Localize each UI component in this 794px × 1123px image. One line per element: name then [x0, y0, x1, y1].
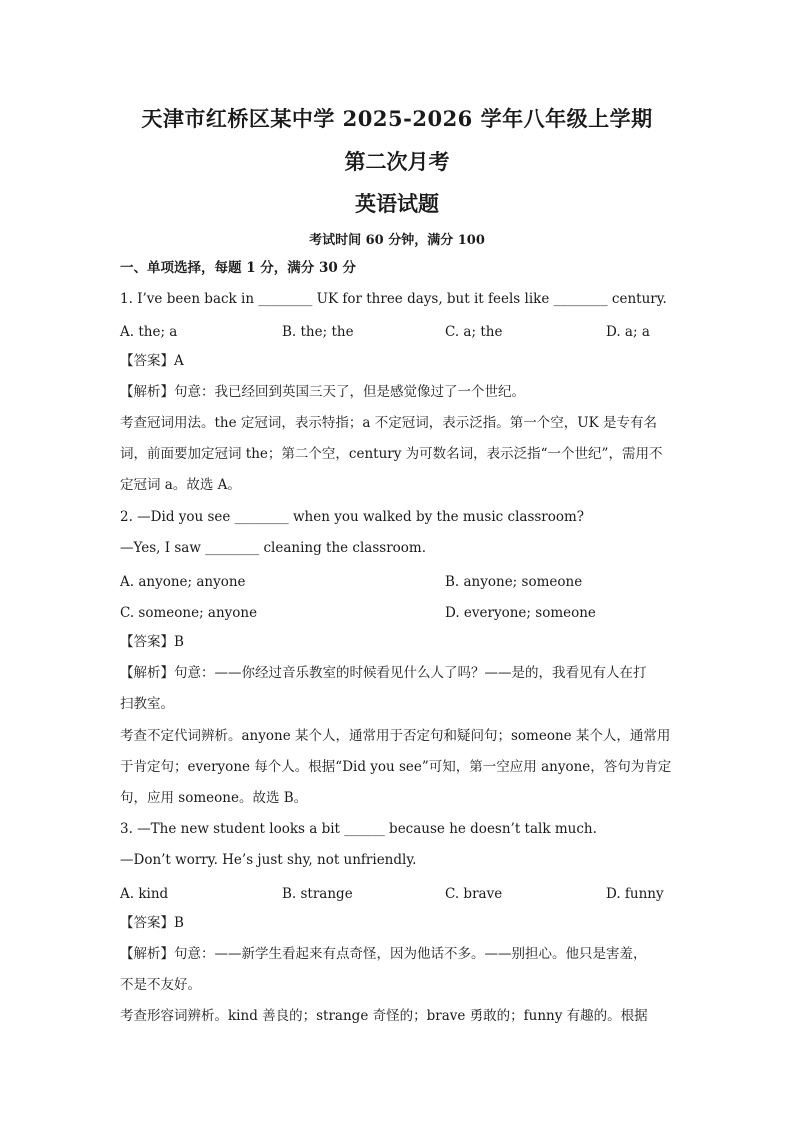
q2-analysis-line: 句，应用 someone。故选 B。 [120, 790, 308, 806]
q2-option-a: A. anyone; anyone [120, 574, 246, 590]
q2-analysis-line: 于肯定句；everyone 每个人。根据“Did you see”可知，第一空应用 anyone，答句为肯定 [120, 759, 672, 775]
q3-stem: 3. —The new student looks a bit ______ because he doesn’t talk much. [120, 821, 597, 837]
q1-analysis-line: 【解析】句意：我已经回到英国三天了，但是感觉像过了一个世纪。 [120, 384, 525, 400]
q1-answer: 【答案】A [120, 353, 184, 369]
q3-option-a: A. kind [120, 886, 169, 902]
q2-stem: 2. —Did you see ________ when you walked by the music classroom? [120, 509, 585, 525]
q1-option-b: B. the; the [282, 324, 354, 340]
q1-option-a: A. the; a [120, 324, 178, 340]
exam-name: 第二次月考 [344, 149, 450, 174]
q2-analysis-line: 扫教室。 [120, 696, 174, 712]
q3-analysis-line: 【解析】句意：——新学生看起来有点奇怪，因为他话不多。——别担心。他只是害羞， [120, 946, 647, 962]
q1-option-d: D. a; a [606, 324, 650, 340]
q2-option-b: B. anyone; someone [445, 574, 583, 590]
q2-answer: 【答案】B [120, 634, 184, 650]
q3-option-d: D. funny [606, 886, 664, 902]
document-title: 天津市红桥区某中学 2025-2026 学年八年级上学期 [141, 106, 653, 131]
q1-analysis-line: 词，前面要加定冠词 the；第二个空，century 为可数名词，表示泛指“一个世纪”，需用不 [120, 446, 663, 462]
q1-analysis-line: 考查冠词用法。the 定冠词，表示特指；a 不定冠词，表示泛指。第一个空，UK 是专有名 [120, 415, 657, 431]
q3-option-b: B. strange [282, 886, 353, 902]
q3-analysis-line: 不是不友好。 [120, 977, 201, 993]
q2-analysis-line: 考查不定代词辨析。anyone 某个人，通常用于否定句和疑问句；someone 某个人，通常用 [120, 728, 671, 744]
q2-stem-reply: —Yes, I saw ________ cleaning the classroom. [120, 540, 427, 556]
q1-option-c: C. a; the [445, 324, 503, 340]
q1-stem: 1. I’ve been back in ________ UK for three days, but it feels like ________ century. [120, 291, 667, 307]
q3-analysis-line: 考查形容词辨析。kind 善良的；strange 奇怪的；brave 勇敢的；funny 有趣的。根据 [120, 1008, 648, 1024]
q3-option-c: C. brave [445, 886, 503, 902]
exam-info: 考试时间 60 分钟，满分 100 [309, 233, 485, 248]
section-heading: 一、单项选择，每题 1 分，满分 30 分 [120, 260, 356, 276]
q3-stem-reply: —Don’t worry. He’s just shy, not unfriendly. [120, 852, 417, 868]
q2-option-c: C. someone; anyone [120, 605, 258, 621]
q2-option-d: D. everyone; someone [445, 605, 596, 621]
subject-title: 英语试题 [355, 191, 439, 216]
q2-analysis-line: 【解析】句意：——你经过音乐教室的时候看见什么人了吗？——是的，我看见有人在打 [120, 665, 647, 681]
q3-answer: 【答案】B [120, 915, 184, 931]
q1-analysis-line: 定冠词 a。故选 A。 [120, 477, 241, 493]
